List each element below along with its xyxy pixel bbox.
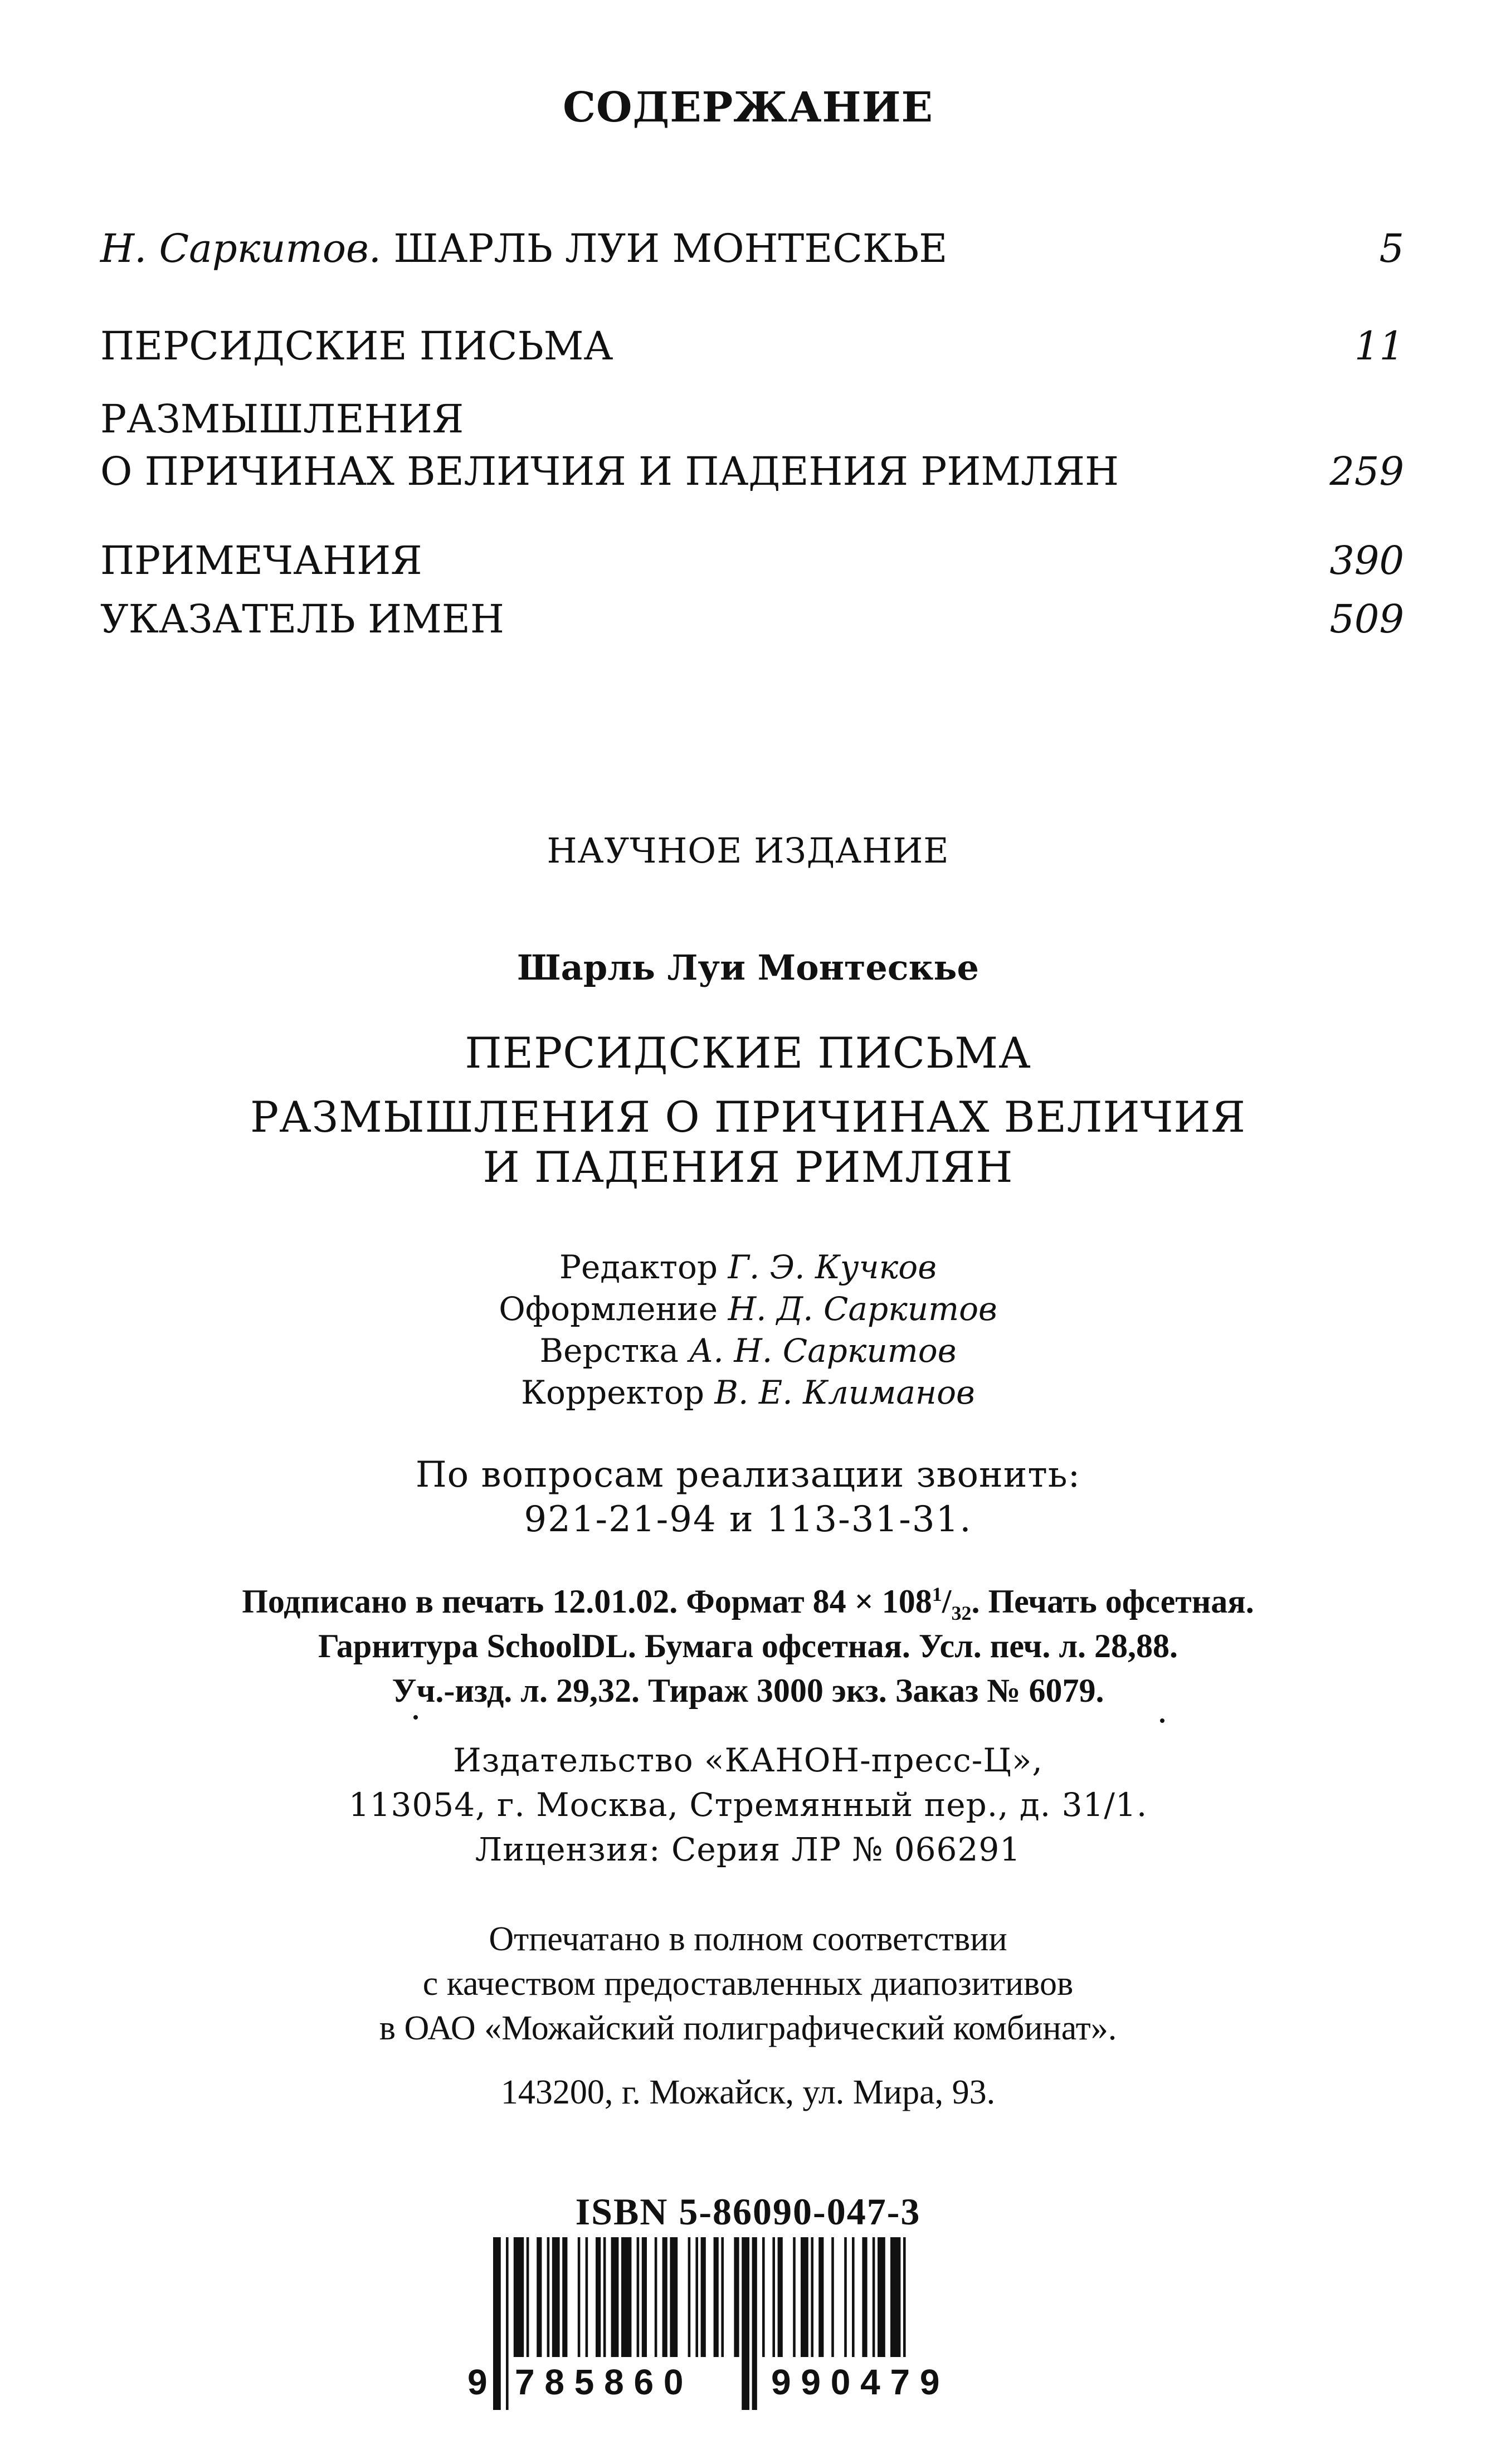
credit-person: В. Е. Климанов [714, 1374, 975, 1411]
print-specs-line2: Гарнитура SchoolDL. Бумага офсетная. Усл. печ. л. 28,88. [318, 1628, 1178, 1664]
barcode-right-digits: 9 9 0 4 7 9 [769, 2357, 942, 2407]
barcode-bar [721, 2237, 724, 2357]
print-specs-text: . Печать офсетная. [971, 1583, 1254, 1620]
barcode-bar [670, 2237, 678, 2357]
barcode-first-digit: 9 [465, 2357, 490, 2407]
toc-entry-title: УКАЗАТЕЛЬ ИМЕН [100, 596, 504, 642]
credit-role: Корректор [521, 1374, 704, 1411]
barcode-bar [621, 2237, 631, 2357]
barcode-bar [878, 2237, 885, 2357]
barcode-bar [818, 2237, 823, 2357]
book-author: Шарль Луи Монтескье [517, 947, 979, 988]
barcode-bar [772, 2237, 775, 2357]
publisher-address: 113054, г. Москва, Стремянный пер., д. 31/1. [348, 1786, 1148, 1824]
barcode-bar [903, 2237, 906, 2357]
barcode-bar [831, 2237, 834, 2357]
credit-design [0, 1290, 1496, 1328]
toc-entry-title-line1: РАЗМЫШЛЕНИЯ [100, 396, 464, 442]
print-specs-line3: Уч.-изд. л. 29,32. Тираж 3000 экз. Заказ № 6079. [392, 1672, 1104, 1709]
credit-role: Верстка [539, 1332, 679, 1370]
credit-person: Г. Э. Кучков [728, 1248, 937, 1286]
toc-entry [100, 535, 1404, 586]
barcode-bar [603, 2237, 606, 2357]
credit-role: Оформление [499, 1290, 718, 1328]
book-title-primary: ПЕРСИДСКИЕ ПИСЬМА [465, 1028, 1031, 1078]
toc-entry-page: 11 [1354, 323, 1404, 369]
barcode-bar [873, 2237, 875, 2357]
barcode-digits [467, 2357, 1028, 2407]
barcode-bar [637, 2237, 640, 2357]
barcode-bar [537, 2237, 542, 2357]
barcode-bar [762, 2237, 765, 2357]
barcode-bar [642, 2237, 647, 2357]
book-title-secondary-line1: РАЗМЫШЛЕНИЯ О ПРИЧИНАХ ВЕЛИЧИЯ [250, 1092, 1246, 1142]
toc-heading: СОДЕРЖАНИЕ [563, 84, 933, 132]
barcode-bar [852, 2237, 855, 2357]
barcode-left-digits: 7 8 5 8 6 0 [513, 2357, 685, 2407]
barcode-bar [547, 2237, 550, 2357]
print-specs-text: Подписано в печать 12.01.02. Формат 84 × 108 [242, 1583, 932, 1620]
book-title-secondary-line2: И ПАДЕНИЯ РИМЛЯН [483, 1142, 1013, 1192]
credit-person: Н. Д. Саркитов [728, 1290, 997, 1328]
toc-entry [100, 393, 1404, 445]
barcode-bar [801, 2237, 808, 2357]
printer-note-line3: в ОАО «Можайский полиграфический комбинат». [379, 2009, 1117, 2047]
barcode-bar [552, 2237, 560, 2357]
toc-entry-title: ПЕРСИДСКИЕ ПИСЬМА [100, 323, 613, 369]
printer-note-line2: с качеством предоставленных диапозитивов [422, 1965, 1074, 2003]
barcode-bar [586, 2237, 588, 2357]
print-specs-line1: Подписано в печать 12.01.02. Формат $84 \times 108^1/_{32}$. Печать офсетная. [242, 1583, 1254, 1624]
barcode-bar [811, 2237, 813, 2357]
barcode-bar [793, 2237, 796, 2357]
barcode-bar [701, 2237, 706, 2357]
barcode-bar [734, 2237, 739, 2357]
barcode-bar [527, 2237, 529, 2357]
isbn-number: ISBN 5-86090-047-3 [575, 2190, 921, 2233]
credit-proofreader [0, 1374, 1496, 1411]
toc-entry-author: Н. Саркитов. [100, 226, 382, 271]
credit-role: Редактор [559, 1248, 718, 1286]
sales-phones: 921-21-94 и 113-31-31. [524, 1499, 972, 1540]
barcode-bar [688, 2237, 691, 2357]
sales-contact-label: По вопросам реализации звонить: [415, 1454, 1081, 1496]
credit-editor [0, 1248, 1496, 1286]
toc-entry-title: ПРИМЕЧАНИЯ [100, 538, 422, 583]
toc-entry-page: 259 [1329, 449, 1404, 494]
toc-entry [100, 593, 1404, 645]
credit-person: А. Н. Саркитов [689, 1332, 957, 1370]
toc-entry-page: 509 [1329, 596, 1404, 642]
format-fraction-denominator: 32 [951, 1602, 972, 1624]
print-speck [413, 1715, 418, 1720]
printer-address: 143200, г. Можайск, ул. Мира, 93. [500, 2073, 996, 2111]
barcode-bar [562, 2237, 567, 2357]
print-speck [1160, 1718, 1164, 1723]
toc-entry [100, 223, 1404, 274]
barcode-bar [778, 2237, 783, 2357]
toc-entry-continued [100, 446, 1404, 497]
barcode-bar [611, 2237, 619, 2357]
toc-entry-page: 5 [1379, 226, 1404, 271]
barcode-bar [862, 2237, 867, 2357]
credit-layout [0, 1332, 1496, 1370]
barcode-bar [655, 2237, 657, 2357]
barcode-bar [695, 2237, 698, 2357]
toc-entry-title: ШАРЛЬ ЛУИ МОНТЕСКЬЕ [393, 226, 948, 271]
barcode-bar [514, 2237, 524, 2357]
format-fraction-numerator: 1 [932, 1583, 942, 1605]
barcode-bar [714, 2237, 719, 2357]
barcode-bar [890, 2237, 900, 2357]
barcode-bar [596, 2237, 601, 2357]
toc-entry-title-line2: О ПРИЧИНАХ ВЕЛИЧИЯ И ПАДЕНИЯ РИМЛЯН [100, 449, 1119, 494]
barcode-bar [578, 2237, 581, 2357]
barcode-bar [662, 2237, 667, 2357]
publisher-name: Издательство «КАНОН-пресс-Ц», [453, 1741, 1043, 1779]
toc-entry-label [100, 223, 947, 274]
toc-entry-page: 390 [1329, 538, 1404, 583]
edition-type: НАУЧНОЕ ИЗДАНИЕ [547, 830, 949, 871]
barcode-bar [844, 2237, 847, 2357]
printer-note-line1: Отпечатано в полном соответствии [489, 1920, 1007, 1958]
toc-entry [100, 320, 1404, 372]
publisher-license: Лицензия: Серия ЛР № 066291 [475, 1830, 1021, 1868]
